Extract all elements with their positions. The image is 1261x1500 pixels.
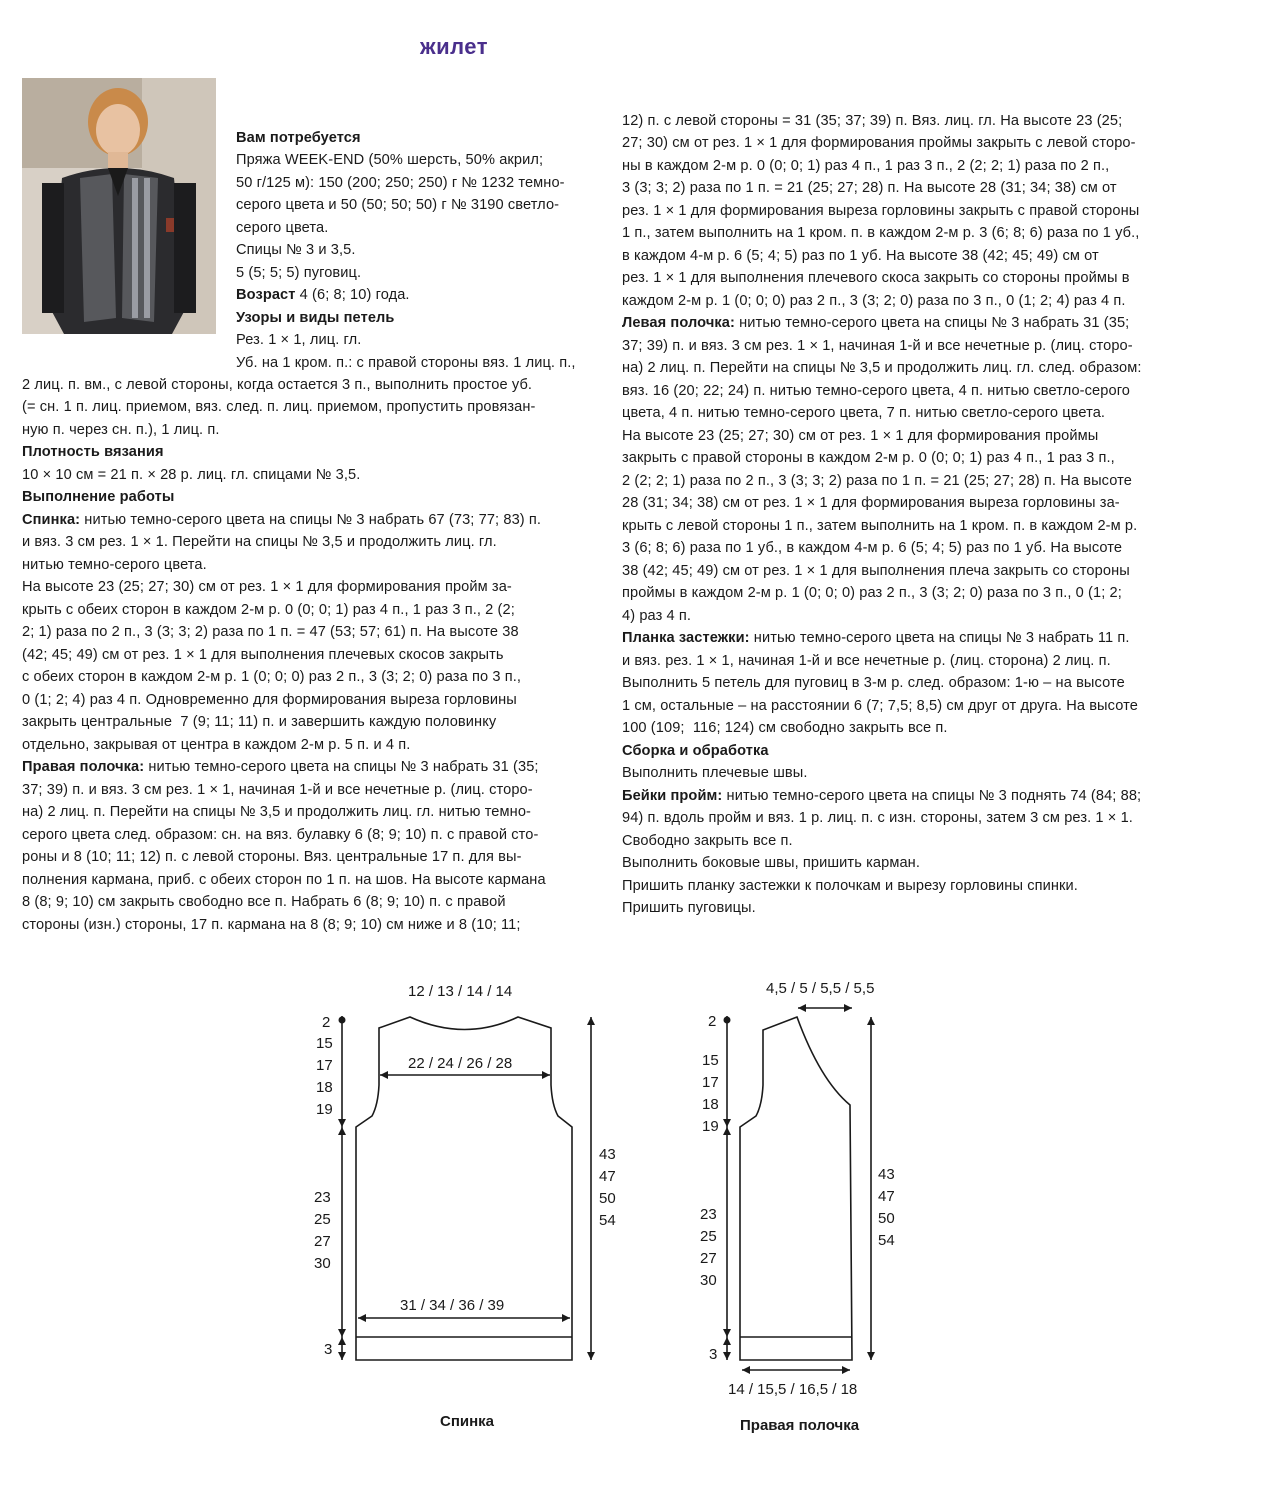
- arrowhead: [380, 1071, 388, 1079]
- text-line: нитью темно-серого цвета на спицы № 3 набрать 31 (35;: [734, 315, 1130, 331]
- text-line: 2 лиц. п. вм., с левой стороны, когда остается 3 п., выполнить простое уб.: [22, 376, 533, 393]
- arrowhead: [542, 1071, 550, 1079]
- front-left-label: 15: [702, 1052, 719, 1069]
- text-line: роны и 8 (10; 11; 12) п. с левой стороны. Вяз. центральные 17 п. для вы-: [22, 849, 522, 865]
- arrowhead: [867, 1352, 875, 1360]
- front-right-label: 54: [878, 1232, 895, 1249]
- text-line: На высоте 23 (25; 27; 30) см от рез. 1 × 1 для формирования пройм за-: [22, 579, 512, 595]
- density-heading: Плотность вязания: [22, 444, 164, 460]
- density-text: 10 × 10 см = 21 п. × 28 р. лиц. гл. спицами № 3,5.: [22, 466, 361, 483]
- arrowhead: [562, 1314, 570, 1322]
- text-line: ную п. через сн. п.), 1 лиц. п.: [22, 421, 220, 438]
- right-front-label: Правая полочка:: [22, 759, 145, 775]
- front-rib-height: 3: [709, 1346, 718, 1363]
- back-left-label: 27: [314, 1233, 331, 1250]
- page-title: жилет: [420, 34, 489, 59]
- text-line: крыть с левой стороны 1 п., затем выполнить на 1 кром. п. в каждом 2-м р.: [622, 517, 1138, 534]
- back-bottom-width: 31 / 34 / 36 / 39: [400, 1297, 505, 1314]
- text-line: 37; 39) п. и вяз. 3 см рез. 1 × 1, начиная 1-й и все нечетные р. (лиц. сторо-: [22, 781, 533, 798]
- text-line: 3 (3; 3; 2) раза по 1 п. = 21 (25; 27; 28) п. На высоте 28 (31; 34; 38) см от: [622, 180, 1117, 196]
- front-left-label: 25: [700, 1228, 717, 1245]
- text-line: нитью темно-серого цвета на спицы № 3 набрать 67 (73; 77; 83) п.: [80, 511, 542, 528]
- front-left-label: 19: [702, 1118, 719, 1135]
- arrowhead: [742, 1366, 750, 1374]
- front-right-label: 47: [878, 1188, 895, 1205]
- text-line: полнения кармана, приб. с обеих сторон по 1 п. на шов. На высоте кармана: [22, 871, 546, 888]
- back-left-label: 25: [314, 1211, 331, 1228]
- assembly-text: Выполнить плечевые швы.: [622, 765, 808, 781]
- text-line: 2; 1) раза по 2 п., 3 (3; 3; 2) раза по 1 п. = 47 (53; 57; 61) п. На высоте 38: [22, 624, 519, 640]
- arrowhead: [338, 1119, 346, 1127]
- back-left-label: 19: [316, 1101, 333, 1118]
- front-top-width: 4,5 / 5 / 5,5 / 5,5: [766, 980, 875, 997]
- text-line: Выполнить 5 петель для пуговиц в 3-м р. след. образом: 1-ю – на высоте: [622, 675, 1125, 691]
- text-line: Выполнить боковые швы, пришить карман.: [622, 855, 920, 871]
- text-line: закрыть центральные 7 (9; 11; 11) п. и завершить каждую половинку: [22, 714, 497, 730]
- back-right-label: 54: [599, 1212, 616, 1229]
- text-line: Свободно закрыть все п.: [622, 832, 793, 849]
- rib-line: Рез. 1 × 1, лиц. гл.: [236, 332, 362, 348]
- text-line: 12) п. с левой стороны = 31 (35; 37; 39) п. Вяз. лиц. гл. На высоте 23 (25;: [622, 112, 1123, 129]
- text-line: нитью темно-серого цвета.: [22, 556, 207, 573]
- text-line: в каждом 4-м р. 6 (5; 4; 5) раз по 1 уб. На высоте 38 (42; 45; 49) см от: [622, 247, 1099, 264]
- back-rib-height: 3: [324, 1341, 333, 1358]
- text-line: на) 2 лиц. п. Перейти на спицы № 3,5 и продолжить лиц. гл. след. образом:: [622, 360, 1142, 376]
- text-line: рез. 1 × 1 для выполнения плечевого скоса закрыть со стороны проймы в: [622, 270, 1130, 286]
- text-line: 0 (1; 2; 4) раз 4 п. Одновременно для формирования выреза горловины: [22, 691, 517, 708]
- placket-label: Планка застежки:: [622, 630, 750, 646]
- arrowhead: [723, 1337, 731, 1345]
- arrowhead: [723, 1329, 731, 1337]
- needed-heading: Вам потребуется: [236, 129, 361, 146]
- arrowhead: [587, 1352, 595, 1360]
- back-left-label: 15: [316, 1035, 333, 1052]
- text-line: 28 (31; 34; 38) см от рез. 1 × 1 для формирования выреза горловины за-: [622, 495, 1120, 511]
- left-front-label: Левая полочка:: [622, 315, 735, 331]
- text-line: вяз. 16 (20; 22; 24) п. нитью темно-серого цвета, 4 п. нитью светло-серого: [622, 382, 1131, 399]
- text-line: нитью темно-серого цвета на спицы № 3 набрать 11 п.: [749, 630, 1130, 646]
- text-line: Пришить планку застежки к полочкам и вырезу горловины спинки.: [622, 877, 1078, 894]
- arrowhead: [723, 1127, 731, 1135]
- text-line: 38 (42; 45; 49) см от рез. 1 × 1 для выполнения плеча закрыть со стороны: [622, 562, 1130, 579]
- back-top-width: 12 / 13 / 14 / 14: [408, 983, 513, 1000]
- text-line: крыть с обеих сторон в каждом 2-м р. 0 (0; 0; 1) раз 4 п., 1 раз 3 п., 2 (2;: [22, 601, 515, 618]
- armhole-label: Бейки пройм:: [622, 787, 723, 804]
- decrease-line: Уб. на 1 кром. п.: с правой стороны вяз. 1 лиц. п.,: [236, 354, 576, 371]
- front-left-label: 27: [700, 1250, 717, 1267]
- text-line: цвета, 4 п. нитью темно-серого цвета, 7 п. нитью светло-серого цвета.: [622, 405, 1106, 421]
- back-right-label: 47: [599, 1168, 616, 1185]
- yarn-line: серого цвета.: [236, 219, 329, 236]
- arrowhead: [338, 1127, 346, 1135]
- text-line: 8 (8; 9; 10) см закрыть свободно все п. Набрать 6 (8; 9; 10) п. с правой: [22, 894, 506, 910]
- text-line: На высоте 23 (25; 27; 30) см от рез. 1 × 1 для формирования проймы: [622, 427, 1099, 444]
- arrowhead: [842, 1366, 850, 1374]
- text-line: ны в каждом 2-м р. 0 (0; 0; 1) раз 4 п., 1 раз 3 п., 2 (2; 2; 1) раза по 2 п.,: [622, 157, 1110, 174]
- text-line: нитью темно-серого цвета на спицы № 3 поднять 74 (84; 88;: [722, 787, 1142, 804]
- front-bottom-width: 14 / 15,5 / 16,5 / 18: [728, 1381, 858, 1398]
- arrowhead: [358, 1314, 366, 1322]
- buttons-line: 5 (5; 5; 5) пуговиц.: [236, 264, 362, 281]
- text-line: закрыть с правой стороны в каждом 2-м р. 0 (0; 0; 1) раз 4 п., 1 раз 3 п.,: [622, 450, 1115, 466]
- age-label: Возраст: [236, 287, 296, 303]
- front-left-label: 30: [700, 1272, 717, 1289]
- yarn-line: серого цвета и 50 (50; 50; 50) г № 3190 светло-: [236, 197, 560, 213]
- back-caption: Спинка: [440, 1413, 495, 1430]
- text-line: рез. 1 × 1 для формирования выреза горловины закрыть с правой стороны: [622, 202, 1140, 219]
- text-line: (= сн. 1 п. лиц. приемом, вяз. след. п. лиц. приемом, пропустить провязан-: [22, 399, 536, 415]
- text-line: серого цвета след. образом: сн. на вяз. булавку 6 (8; 9; 10) п. с правой сто-: [22, 826, 539, 843]
- front-left-label: 18: [702, 1096, 719, 1113]
- front-right-label: 50: [878, 1210, 895, 1227]
- back-left-label: 2: [322, 1014, 331, 1031]
- text-line: на) 2 лиц. п. Перейти на спицы № 3,5 и продолжить лиц. гл. нитью темно-: [22, 804, 531, 820]
- patterns-heading: Узоры и виды петель: [236, 309, 395, 326]
- front-left-label: 2: [708, 1013, 717, 1030]
- text-line: 27; 30) см от рез. 1 × 1 для формирования проймы закрыть с левой сторо-: [622, 135, 1136, 151]
- text-line: Пришить пуговицы.: [622, 900, 756, 916]
- text-line: нитью темно-серого цвета на спицы № 3 набрать 31 (35;: [144, 759, 539, 775]
- text-line: отдельно, закрывая от центра в каждом 2-м р. 5 п. и 4 п.: [22, 736, 411, 753]
- front-caption: Правая полочка: [740, 1417, 860, 1434]
- front-outline: [740, 1017, 852, 1360]
- back-left-label: 17: [316, 1057, 333, 1074]
- yarn-line: Пряжа WEEK-END (50% шерсть, 50% акрил;: [236, 152, 544, 168]
- arrowhead: [338, 1337, 346, 1345]
- text-line: каждом 2-м р. 1 (0; 0; 0) раз 2 п., 3 (3; 2; 0) раза по 3 п., 0 (1; 2; 4) раз 4 п.: [622, 292, 1126, 309]
- back-left-label: 30: [314, 1255, 331, 1272]
- text-line: 100 (109; 116; 124) см свободно закрыть все п.: [622, 720, 948, 736]
- marker-dot: [724, 1017, 731, 1024]
- back-left-label: 23: [314, 1189, 331, 1206]
- marker-dot: [339, 1017, 346, 1024]
- back-left-label: 18: [316, 1079, 333, 1096]
- text-line: 3 (6; 8; 6) раза по 1 уб., в каждом 4-м р. 6 (5; 4; 5) раз по 1 уб. На высоте: [622, 540, 1123, 556]
- arrowhead: [587, 1017, 595, 1025]
- text-line: 37; 39) п. и вяз. 3 см рез. 1 × 1, начиная 1-й и все нечетные р. (лиц. сторо-: [622, 337, 1133, 354]
- text-line: и вяз. 3 см рез. 1 × 1. Перейти на спицы № 3,5 и продолжить лиц. гл.: [22, 534, 497, 550]
- text-line: стороны (изн.) стороны, 17 п. кармана на 8 (8; 9; 10) см ниже и 8 (10; 11;: [22, 916, 521, 933]
- arrowhead: [723, 1119, 731, 1127]
- needles-line: Спицы № 3 и 3,5.: [236, 242, 356, 258]
- assembly-heading: Сборка и обработка: [622, 742, 769, 759]
- front-right-label: 43: [878, 1166, 895, 1183]
- work-heading: Выполнение работы: [22, 489, 175, 505]
- text-line: (42; 45; 49) см от рез. 1 × 1 для выполнения плечевых скосов закрыть: [22, 646, 504, 663]
- front-left-label: 23: [700, 1206, 717, 1223]
- back-right-label: 50: [599, 1190, 616, 1207]
- arrowhead: [867, 1017, 875, 1025]
- arrowhead: [338, 1329, 346, 1337]
- back-chest-width: 22 / 24 / 26 / 28: [408, 1055, 513, 1072]
- arrowhead: [723, 1352, 731, 1360]
- text-line: и вяз. рез. 1 × 1, начиная 1-й и все нечетные р. (лиц. сторона) 2 лиц. п.: [622, 652, 1111, 669]
- age-value: 4 (6; 8; 10) года.: [295, 287, 410, 303]
- text-line: 94) п. вдоль пройм и вяз. 1 р. лиц. п. с изн. стороны, затем 3 см рез. 1 × 1.: [622, 810, 1133, 826]
- text-line: 1 см, остальные – на расстоянии 6 (7; 7,5; 8,5) см друг от друга. На высоте: [622, 697, 1138, 714]
- yarn-line: 50 г/125 м): 150 (200; 250; 250) г № 1232 темно-: [236, 174, 565, 191]
- text-line: проймы в каждом 2-м р. 1 (0; 0; 0) раз 2 п., 3 (3; 2; 0) раза по 3 п., 0 (1; 2;: [622, 585, 1122, 601]
- back-right-label: 43: [599, 1146, 616, 1163]
- text-line: с обеих сторон в каждом 2-м р. 1 (0; 0; 0) раз 2 п., 3 (3; 2; 0) раза по 3 п.,: [22, 669, 522, 685]
- arrowhead: [844, 1004, 852, 1012]
- arrowhead: [798, 1004, 806, 1012]
- text-line: 2 (2; 2; 1) раза по 2 п., 3 (3; 3; 2) раза по 1 п. = 21 (25; 27; 28) п. На высоте: [622, 472, 1132, 489]
- back-label: Спинка:: [22, 511, 81, 528]
- text-line: 1 п., затем выполнить на 1 кром. п. в каждом 2-м р. 3 (6; 8; 6) раза по 1 уб.,: [622, 225, 1140, 241]
- front-left-label: 17: [702, 1074, 719, 1091]
- text-line: 4) раз 4 п.: [622, 607, 692, 624]
- arrowhead: [338, 1352, 346, 1360]
